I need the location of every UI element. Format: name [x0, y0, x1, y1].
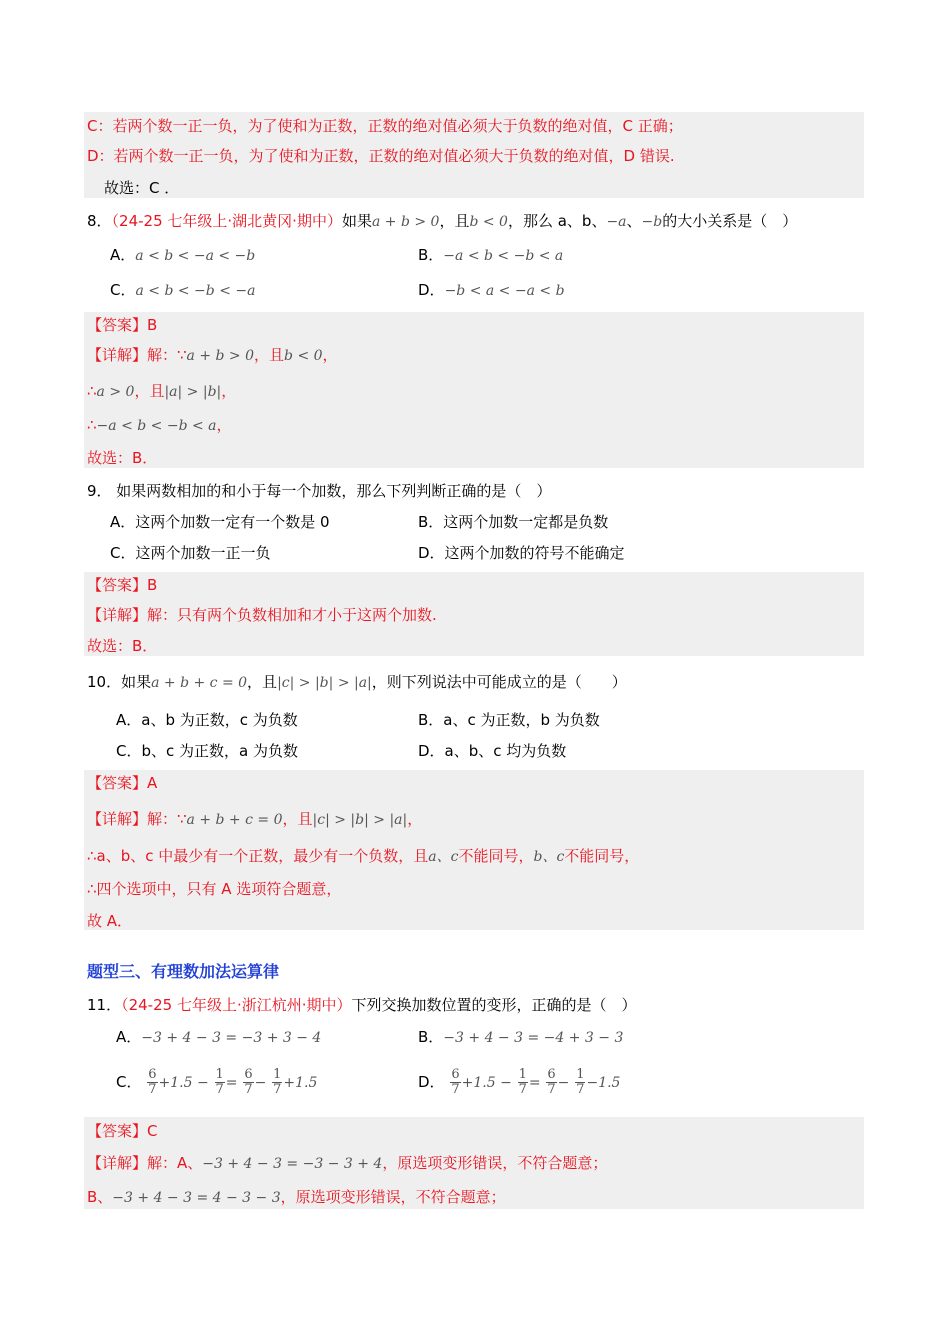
- q10-option-c[interactable]: C．b、c 为正数，a 为负数: [116, 742, 298, 760]
- q10-option-d[interactable]: D．a、b、c 均为负数: [418, 742, 567, 760]
- fraction-num: 6: [451, 1067, 460, 1082]
- q11-option-d[interactable]: [418, 1064, 620, 1101]
- q11-detail-line1: [87, 1153, 607, 1174]
- q9-choice: 故选：B．: [87, 637, 158, 655]
- q8-l3-end: ，: [216, 416, 232, 434]
- q8-answer: 【答案】B: [87, 316, 158, 334]
- q10-detail-line3: ∴四个选项中，只有 A 选项符合题意，: [87, 880, 342, 898]
- q8-option-b[interactable]: [418, 245, 563, 266]
- q9-stem: 9． 如果两数相加的和小于每一个加数，那么下列判断正确的是（ ）: [87, 482, 552, 500]
- q8-option-b-math: −a < b < −b < a: [443, 248, 564, 264]
- q11-d-part4: −1.5: [586, 1075, 621, 1091]
- q8-math3: −a: [606, 214, 627, 230]
- q10-choice: 故 A．: [87, 912, 133, 930]
- q11-l2-label: B、: [87, 1188, 113, 1206]
- q11-c-part2: =: [225, 1075, 238, 1091]
- q8-option-d[interactable]: [418, 280, 565, 301]
- fraction-num: 6: [547, 1067, 556, 1082]
- q10-answer: 【答案】A: [87, 774, 158, 792]
- q10-detail-t1: ，且: [282, 810, 313, 828]
- q9-option-b[interactable]: B．这两个加数一定都是负数: [418, 513, 609, 531]
- fraction-num: 1: [518, 1067, 527, 1082]
- q8-l2-math1: a > 0: [96, 384, 135, 400]
- fraction: [546, 1068, 556, 1097]
- fraction-den: 7: [518, 1082, 527, 1097]
- q11-option-b-label: B．: [418, 1028, 444, 1046]
- q8-text-a: 如果: [341, 212, 372, 230]
- q8-l2-t: ，且: [134, 382, 165, 400]
- q8-l2-pre: ∴: [87, 382, 97, 400]
- q11-source: （24-25 七年级上·浙江杭州·期中）: [121, 996, 352, 1014]
- q10-detail-line1: [87, 809, 422, 830]
- q8-source: （24-25 七年级上·湖北黄冈·期中）: [111, 212, 342, 230]
- q10-math2: |c| > |b| > |a|: [277, 675, 372, 691]
- q11-option-d-label: D．: [418, 1073, 445, 1091]
- q10-option-a[interactable]: A．a、b 为正数，c 为负数: [116, 711, 298, 729]
- q11-detail-t: ，原选项变形错误，不符合题意；: [382, 1154, 608, 1172]
- q11-num: 11．: [87, 996, 122, 1014]
- q8-l3-math: −a < b < −b < a: [96, 418, 217, 434]
- q9-option-c[interactable]: C．这两个加数一正一负: [110, 544, 271, 562]
- q10-detail-label: 【详解】解：∵: [87, 810, 187, 828]
- q8-detail-line1: [87, 345, 338, 366]
- q10-l2-math1: a、c: [428, 849, 459, 865]
- q11-option-c[interactable]: [116, 1064, 317, 1101]
- q11-option-b-math: −3 + 4 − 3 = −4 + 3 − 3: [443, 1030, 624, 1046]
- q10-option-b[interactable]: B．a、c 为正数，b 为负数: [418, 711, 600, 729]
- q8-stem: [87, 211, 797, 232]
- q8-detail-math2: b < 0: [284, 348, 323, 364]
- fraction-den: 7: [148, 1082, 157, 1097]
- q8-detail-label: 【详解】解：∵: [87, 346, 187, 364]
- fraction: [272, 1068, 282, 1097]
- q11-c-part4: +1.5: [283, 1075, 318, 1091]
- fraction: [575, 1068, 585, 1097]
- fraction: [243, 1068, 253, 1097]
- q11-stem-text: 下列交换加数位置的变形，正确的是（ ）: [351, 996, 637, 1014]
- fraction: [518, 1068, 528, 1097]
- q10-detail-line2: [87, 846, 639, 867]
- q8-math4: −b: [641, 214, 663, 230]
- q10-l2-c: 不能同号，: [564, 847, 640, 865]
- q10-stem: [87, 672, 627, 693]
- q8-choice: 故选：B．: [87, 449, 158, 467]
- q8-l2-end: ，: [221, 382, 237, 400]
- fraction-num: 1: [273, 1067, 282, 1082]
- fraction: [147, 1068, 157, 1097]
- q11-detail-math: −3 + 4 − 3 = −3 − 3 + 4: [202, 1156, 383, 1172]
- q11-answer: 【答案】C: [87, 1122, 158, 1140]
- fraction-den: 7: [576, 1082, 585, 1097]
- q8-detail-t1: ，且: [254, 346, 285, 364]
- q8-option-a-math: a < b < −a < −b: [135, 248, 256, 264]
- q11-option-c-label: C．: [116, 1073, 142, 1091]
- q9-answer: 【答案】B: [87, 576, 158, 594]
- q11-d-part2: =: [528, 1075, 541, 1091]
- q10-l2-math2: b、c: [533, 849, 565, 865]
- q11-c-part1: +1.5 −: [158, 1075, 209, 1091]
- q8-math2: b < 0: [469, 214, 508, 230]
- fraction-num: 1: [215, 1067, 224, 1082]
- q8-detail-math1: a + b > 0: [186, 348, 255, 364]
- q8-detail-line3: [87, 415, 232, 436]
- q8-text-d: 、: [626, 212, 642, 230]
- q9-option-a[interactable]: A．这两个加数一定有一个数是 0: [110, 513, 330, 531]
- q11-detail-line2: [87, 1187, 506, 1208]
- q11-option-a[interactable]: [116, 1027, 321, 1048]
- fraction-num: 1: [576, 1067, 585, 1082]
- q10-math1: a + b + c = 0: [151, 675, 248, 691]
- q8-option-a-label: A．: [110, 246, 136, 264]
- fraction: [215, 1068, 225, 1097]
- fraction-num: 6: [148, 1067, 157, 1082]
- fraction-num: 6: [244, 1067, 253, 1082]
- q11-option-a-math: −3 + 4 − 3 = −3 + 3 − 4: [141, 1030, 322, 1046]
- q8-l2-math2: |a| > |b|: [164, 384, 222, 400]
- q8-text-e: 的大小关系是（ ）: [662, 212, 798, 230]
- q11-d-part1: +1.5 −: [461, 1075, 512, 1091]
- q8-option-c-label: C．: [110, 281, 136, 299]
- q11-option-b[interactable]: [418, 1027, 623, 1048]
- q11-l2-math: −3 + 4 − 3 = 4 − 3 − 3: [112, 1190, 281, 1206]
- fraction-den: 7: [273, 1082, 282, 1097]
- prev-choice: 故选：C ．: [104, 179, 180, 197]
- q11-stem: [87, 995, 637, 1015]
- fraction-den: 7: [215, 1082, 224, 1097]
- prev-line-c: C：若两个数一正一负，为了使和为正数，正数的绝对值必须大于负数的绝对值，C 正确；: [87, 117, 683, 135]
- q8-detail-line2: [87, 381, 236, 402]
- q8-option-d-math: −b < a < −a < b: [444, 283, 565, 299]
- q10-detail-math1: a + b + c = 0: [186, 812, 283, 828]
- fraction-den: 7: [451, 1082, 460, 1097]
- q9-option-d[interactable]: D．这两个加数的符号不能确定: [418, 544, 625, 562]
- q11-l2-t: ，原选项变形错误，不符合题意；: [280, 1188, 506, 1206]
- q8-detail-t2: ，: [322, 346, 338, 364]
- q11-detail-label: 【详解】解：A、: [87, 1154, 203, 1172]
- prev-line-d: D：若两个数一正一负，为了使和为正数，正数的绝对值必须大于负数的绝对值，D 错误.: [87, 147, 675, 165]
- q11-d-part3: −: [557, 1075, 570, 1091]
- q11-option-a-label: A．: [116, 1028, 142, 1046]
- q8-math1: a + b > 0: [371, 214, 440, 230]
- q10-l2-a: ∴a、b、c 中最少有一个正数，最少有一个负数，且: [87, 847, 429, 865]
- q8-text-c: ，那么 a、b、: [507, 212, 607, 230]
- fraction-den: 7: [244, 1082, 253, 1097]
- q10-detail-t2: ，: [407, 810, 423, 828]
- q8-option-d-label: D．: [418, 281, 445, 299]
- q8-option-c-math: a < b < −b < −a: [135, 283, 256, 299]
- section-heading: 题型三、有理数加法运算律: [87, 962, 280, 981]
- q8-text-b: ，且: [439, 212, 470, 230]
- q10-t2: ，则下列说法中可能成立的是（ ）: [371, 673, 627, 691]
- q11-c-part3: −: [254, 1075, 267, 1091]
- q8-option-a[interactable]: [110, 245, 255, 266]
- q10-l2-b: 不能同号，: [458, 847, 534, 865]
- q10-t1: ，且: [247, 673, 278, 691]
- q9-detail: 【详解】解：只有两个负数相加和才小于这两个加数.: [87, 606, 437, 624]
- fraction-den: 7: [547, 1082, 556, 1097]
- fraction: [450, 1068, 460, 1097]
- q8-option-c[interactable]: [110, 280, 255, 301]
- q8-option-b-label: B．: [418, 246, 444, 264]
- q10-detail-math2: |c| > |b| > |a|: [312, 812, 408, 828]
- q8-l3-pre: ∴: [87, 416, 97, 434]
- q10-num: 10．如果: [87, 673, 152, 691]
- q8-num: 8．: [87, 212, 112, 230]
